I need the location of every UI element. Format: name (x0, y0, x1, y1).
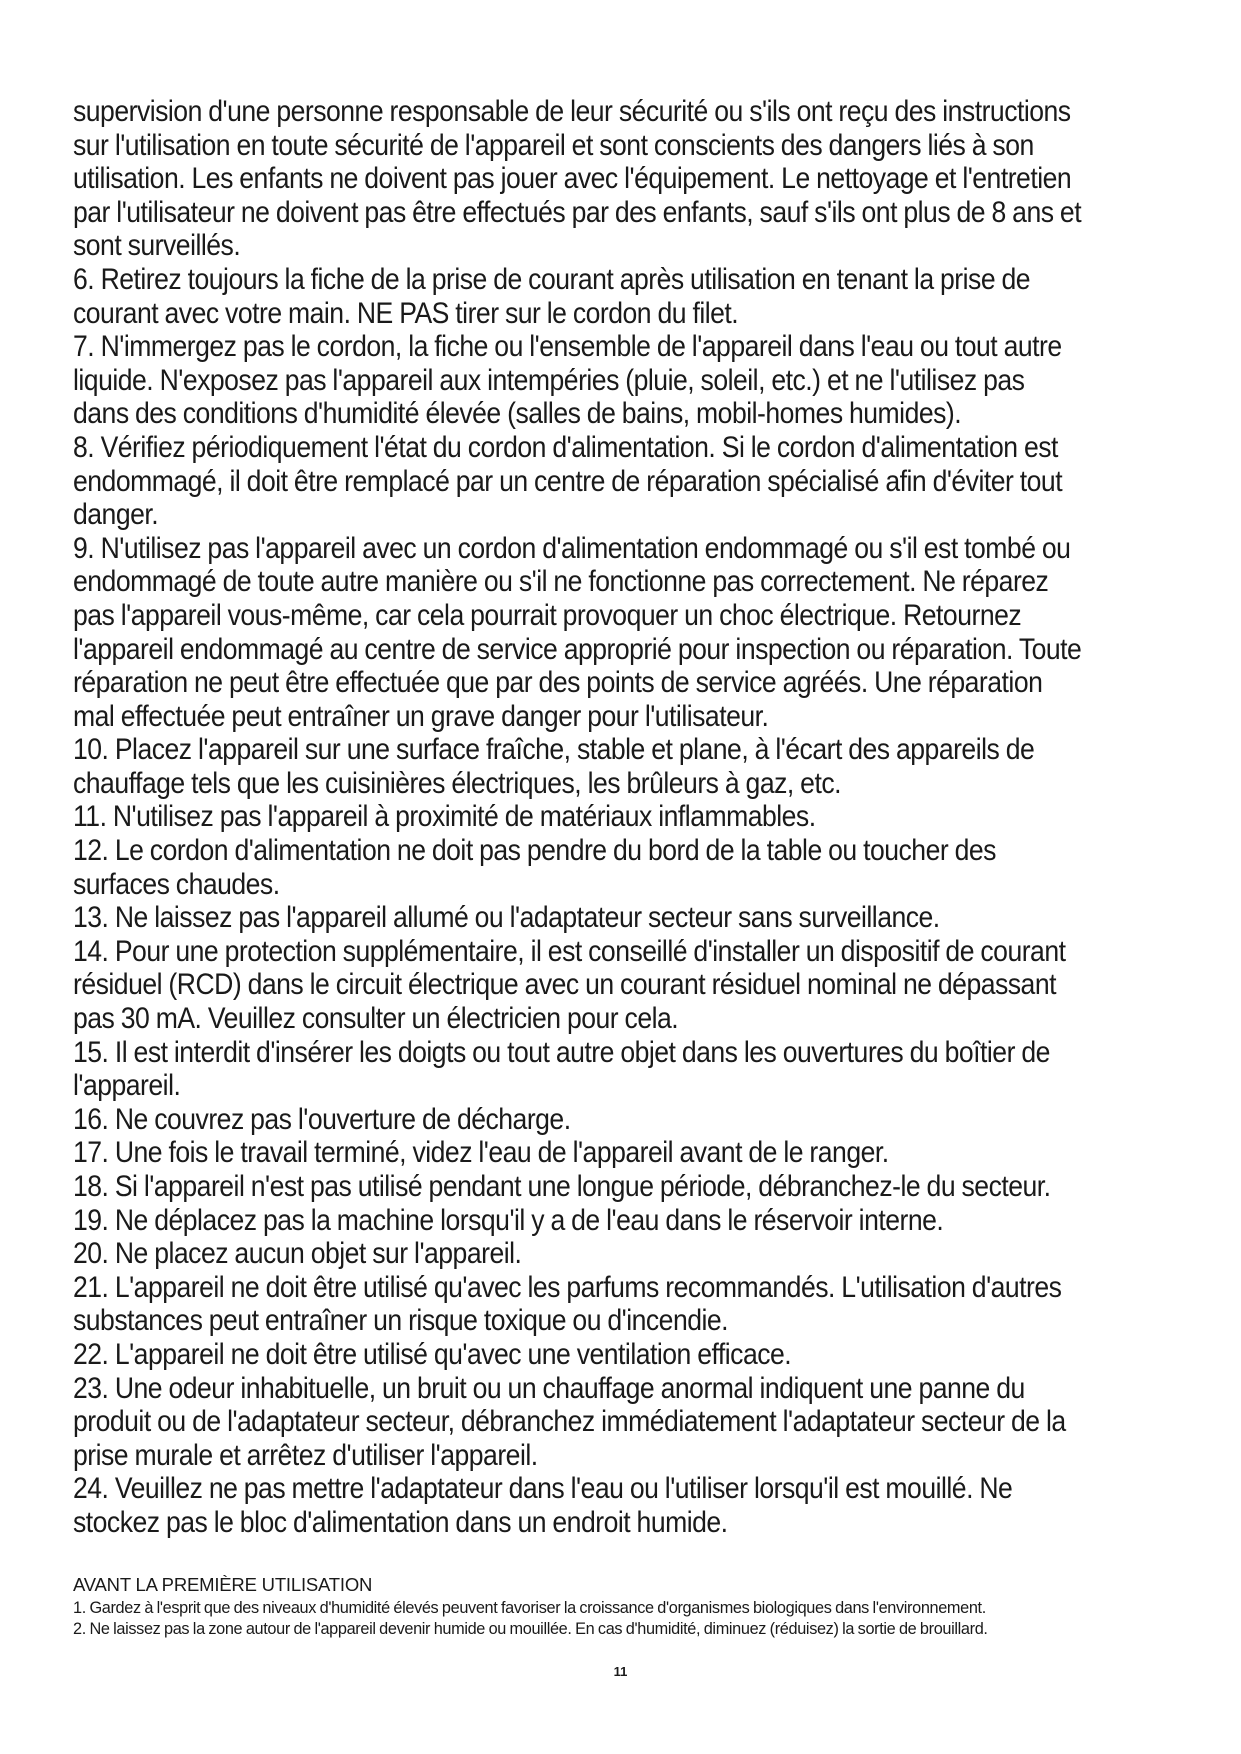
safety-instructions-text (73, 96, 1083, 1541)
instruction-item-24: 24. Veuillez ne pas mettre l'adaptateur dans l'eau ou l'utiliser lorsqu'il est mouillé. Ne stockez pas le bloc d'alimentation dans un endroit humide. (73, 1473, 1013, 1539)
instruction-item-23: 23. Une odeur inhabituelle, un bruit ou un chauffage anormal indiquent une panne du produit ou de l'adaptateur secteur, débranchez immédiatement l'adaptateur secteur de la prise murale et arrêtez d'utiliser l'appareil. (73, 1372, 1066, 1472)
before-use-item-2: 2. Ne laissez pas la zone autour de l'appareil devenir humide ou mouillée. En cas d'humidité, diminuez (réduisez) la sortie de brouillard. (73, 1620, 988, 1638)
instruction-item-8: 8. Vérifiez périodiquement l'état du cordon d'alimentation. Si le cordon d'alimentation est endommagé, il doit être remplacé par un centre de réparation spécialisé afin d'éviter tout danger. (73, 431, 1063, 532)
instruction-item-10: 10. Placez l'appareil sur une surface fraîche, stable et plane, à l'écart des appareils de chauffage tels que les cuisinières électriques, les brûleurs à gaz, etc. (73, 734, 1035, 800)
instruction-item-22: 22. L'appareil ne doit être utilisé qu'avec une ventilation efficace. (73, 1338, 792, 1371)
page-number: 11 (613, 1664, 628, 1679)
instruction-item-21: 21. L'appareil ne doit être utilisé qu'avec les parfums recommandés. L'utilisation d'autres substances peut entraîner un risque toxique ou d'incendie. (73, 1271, 1062, 1338)
instruction-item-11: 11. N'utilisez pas l'appareil à proximité de matériaux inflammables. (73, 801, 816, 834)
instruction-item-14: 14. Pour une protection supplémentaire, il est conseillé d'installer un dispositif de courant résiduel (RCD) dans le circuit électrique avec un courant résiduel nominal ne dépassant pas 30 mA. Veuillez consulter un électricien pour cela. (73, 935, 1066, 1036)
paragraph-supervision: supervision d'une personne responsable de leur sécurité ou s'ils ont reçu des instructions sur l'utilisation en toute sécurité de l'appareil et sont conscients des dangers liés à son utilisation. Les enfants ne doivent pas jouer avec l'équipement. Le nettoyage et l'entretien par l'utilisateur ne doivent pas être effectués par des enfants, sauf s'ils ont plus de 8 ans et sont surveillés. (73, 96, 1082, 263)
instruction-item-16: 16. Ne couvrez pas l'ouverture de décharge. (73, 1103, 571, 1136)
instruction-item-20: 20. Ne placez aucun objet sur l'appareil. (73, 1238, 522, 1271)
section-heading: AVANT LA PREMIÈRE UTILISATION (73, 1574, 373, 1595)
before-use-item-1: 1. Gardez à l'esprit que des niveaux d'humidité élevés peuvent favoriser la croissance d'organismes biologiques dans l'environnement. (73, 1599, 986, 1617)
instruction-item-9: 9. N'utilisez pas l'appareil avec un cordon d'alimentation endommagé ou s'il est tombé ou endommagé de toute autre manière ou s'il ne fonctionne pas correctement. Ne réparez pas l'appareil vous-même, car cela pourrait provoquer un choc électrique. Retournez l'appareil endommagé au centre de service approprié pour inspection ou réparation. Toute réparation ne peut être effectuée que par des points de service agréés. Une réparation mal effectuée peut entraîner un grave danger pour l'utilisateur. (73, 532, 1082, 733)
instruction-item-12: 12. Le cordon d'alimentation ne doit pas pendre du bord de la table ou toucher des surfaces chaudes. (73, 835, 996, 901)
instruction-item-15: 15. Il est interdit d'insérer les doigts ou tout autre objet dans les ouvertures du boîtier de l'appareil. (73, 1036, 1050, 1103)
instruction-item-13: 13. Ne laissez pas l'appareil allumé ou l'adaptateur secteur sans surveillance. (73, 902, 940, 935)
instruction-item-7: 7. N'immergez pas le cordon, la fiche ou l'ensemble de l'appareil dans l'eau ou tout autre liquide. N'exposez pas l'appareil aux intempéries (pluie, soleil, etc.) et ne l'utilisez pas dans des conditions d'humidité élevée (salles de bains, mobil-homes humides). (73, 331, 1062, 431)
instruction-item-17: 17. Une fois le travail terminé, videz l'eau de l'appareil avant de le ranger. (73, 1137, 889, 1170)
before-first-use-section (73, 1574, 1183, 1640)
instruction-item-6: 6. Retirez toujours la fiche de la prise de courant après utilisation en tenant la prise de courant avec votre main. NE PAS tirer sur le cordon du filet. (73, 263, 1031, 330)
instruction-item-18: 18. Si l'appareil n'est pas utilisé pendant une longue période, débranchez-le du secteur. (73, 1171, 1051, 1203)
instruction-item-19: 19. Ne déplacez pas la machine lorsqu'il y a de l'eau dans le réservoir interne. (73, 1204, 944, 1237)
